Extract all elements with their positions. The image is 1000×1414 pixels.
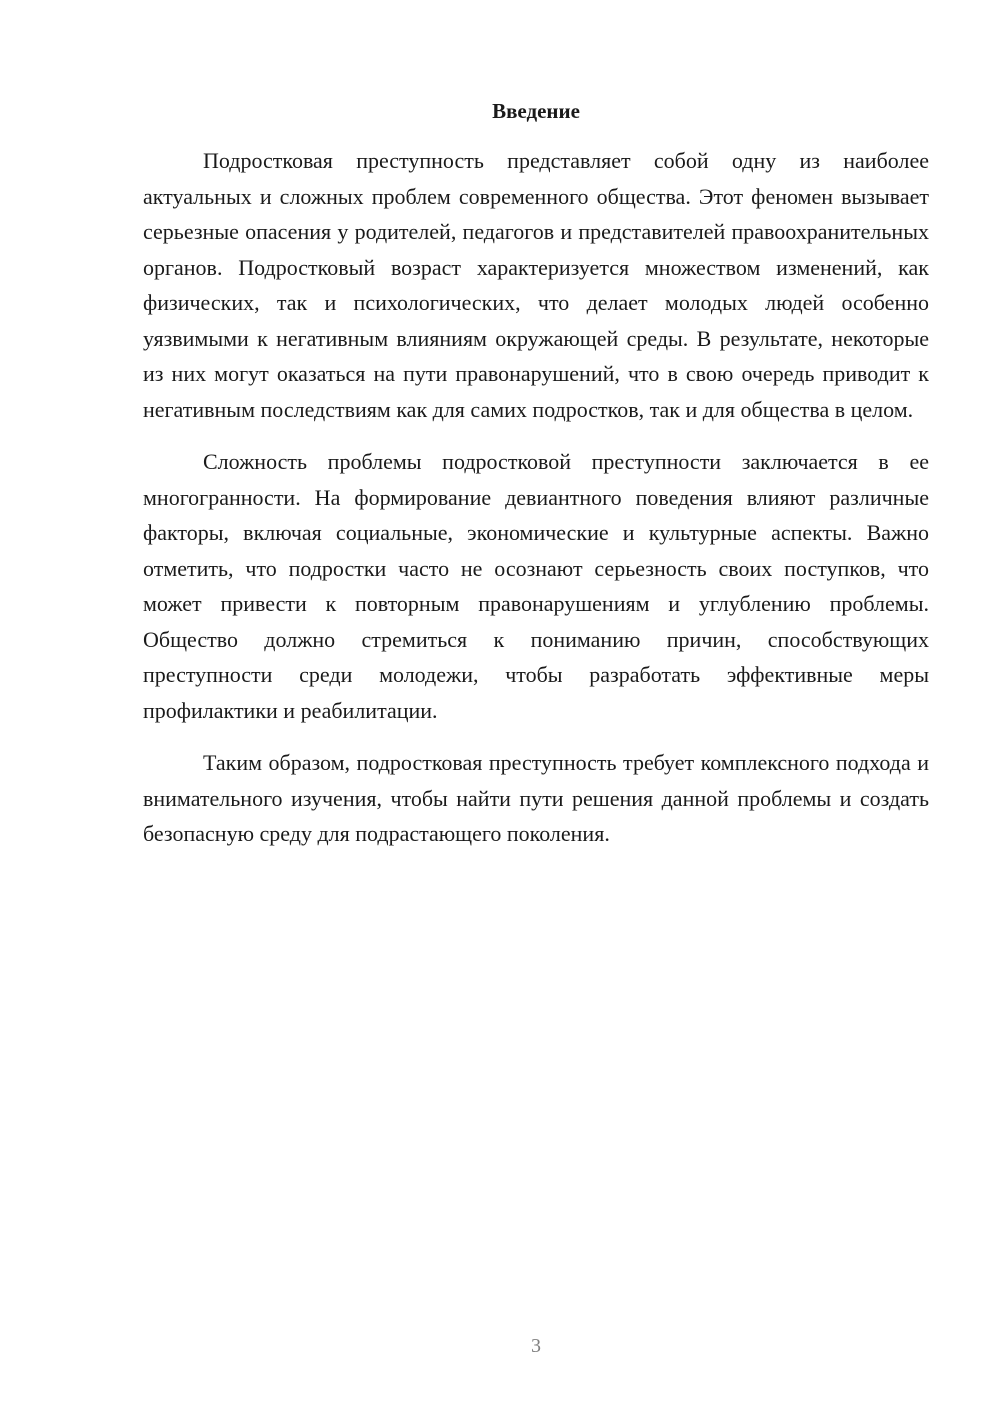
- paragraph-2: Сложность проблемы подростковой преступности заключается в ее многогранности. На формирование девиантного поведения влияют различные факторы, включая социальные, экономические и культурные аспекты. Важно отметить, что подростки часто не осознают серьезность своих поступков, что может привести к повторным правонарушениям и углублению проблемы. Общество должно стремиться к пониманию причин, способствующих преступности среди молодежи, чтобы разработать эффективные меры профилактики и реабилитации.: [143, 449, 929, 723]
- body-text: [143, 143, 929, 869]
- page-number: 3: [531, 1335, 541, 1357]
- paragraph-3: Таким образом, подростковая преступность требует комплексного подхода и внимательного изучения, чтобы найти пути решения данной проблемы и создать безопасную среду для подрастающего поколения.: [143, 750, 929, 846]
- section-heading: Введение: [492, 99, 580, 123]
- paragraph-1: Подростковая преступность представляет собой одну из наиболее актуальных и сложных проблем современного общества. Этот феномен вызывает серьезные опасения у родителей, педагогов и представителей правоохранительных органов. Подростковый возраст характеризуется множеством изменений, как физических, так и психологических, что делает молодых людей особенно уязвимыми к негативным влияниям окружающей среды. В результате, некоторые из них могут оказаться на пути правонарушений, что в свою очередь приводит к негативным последствиям как для самих подростков, так и для общества в целом.: [143, 148, 929, 422]
